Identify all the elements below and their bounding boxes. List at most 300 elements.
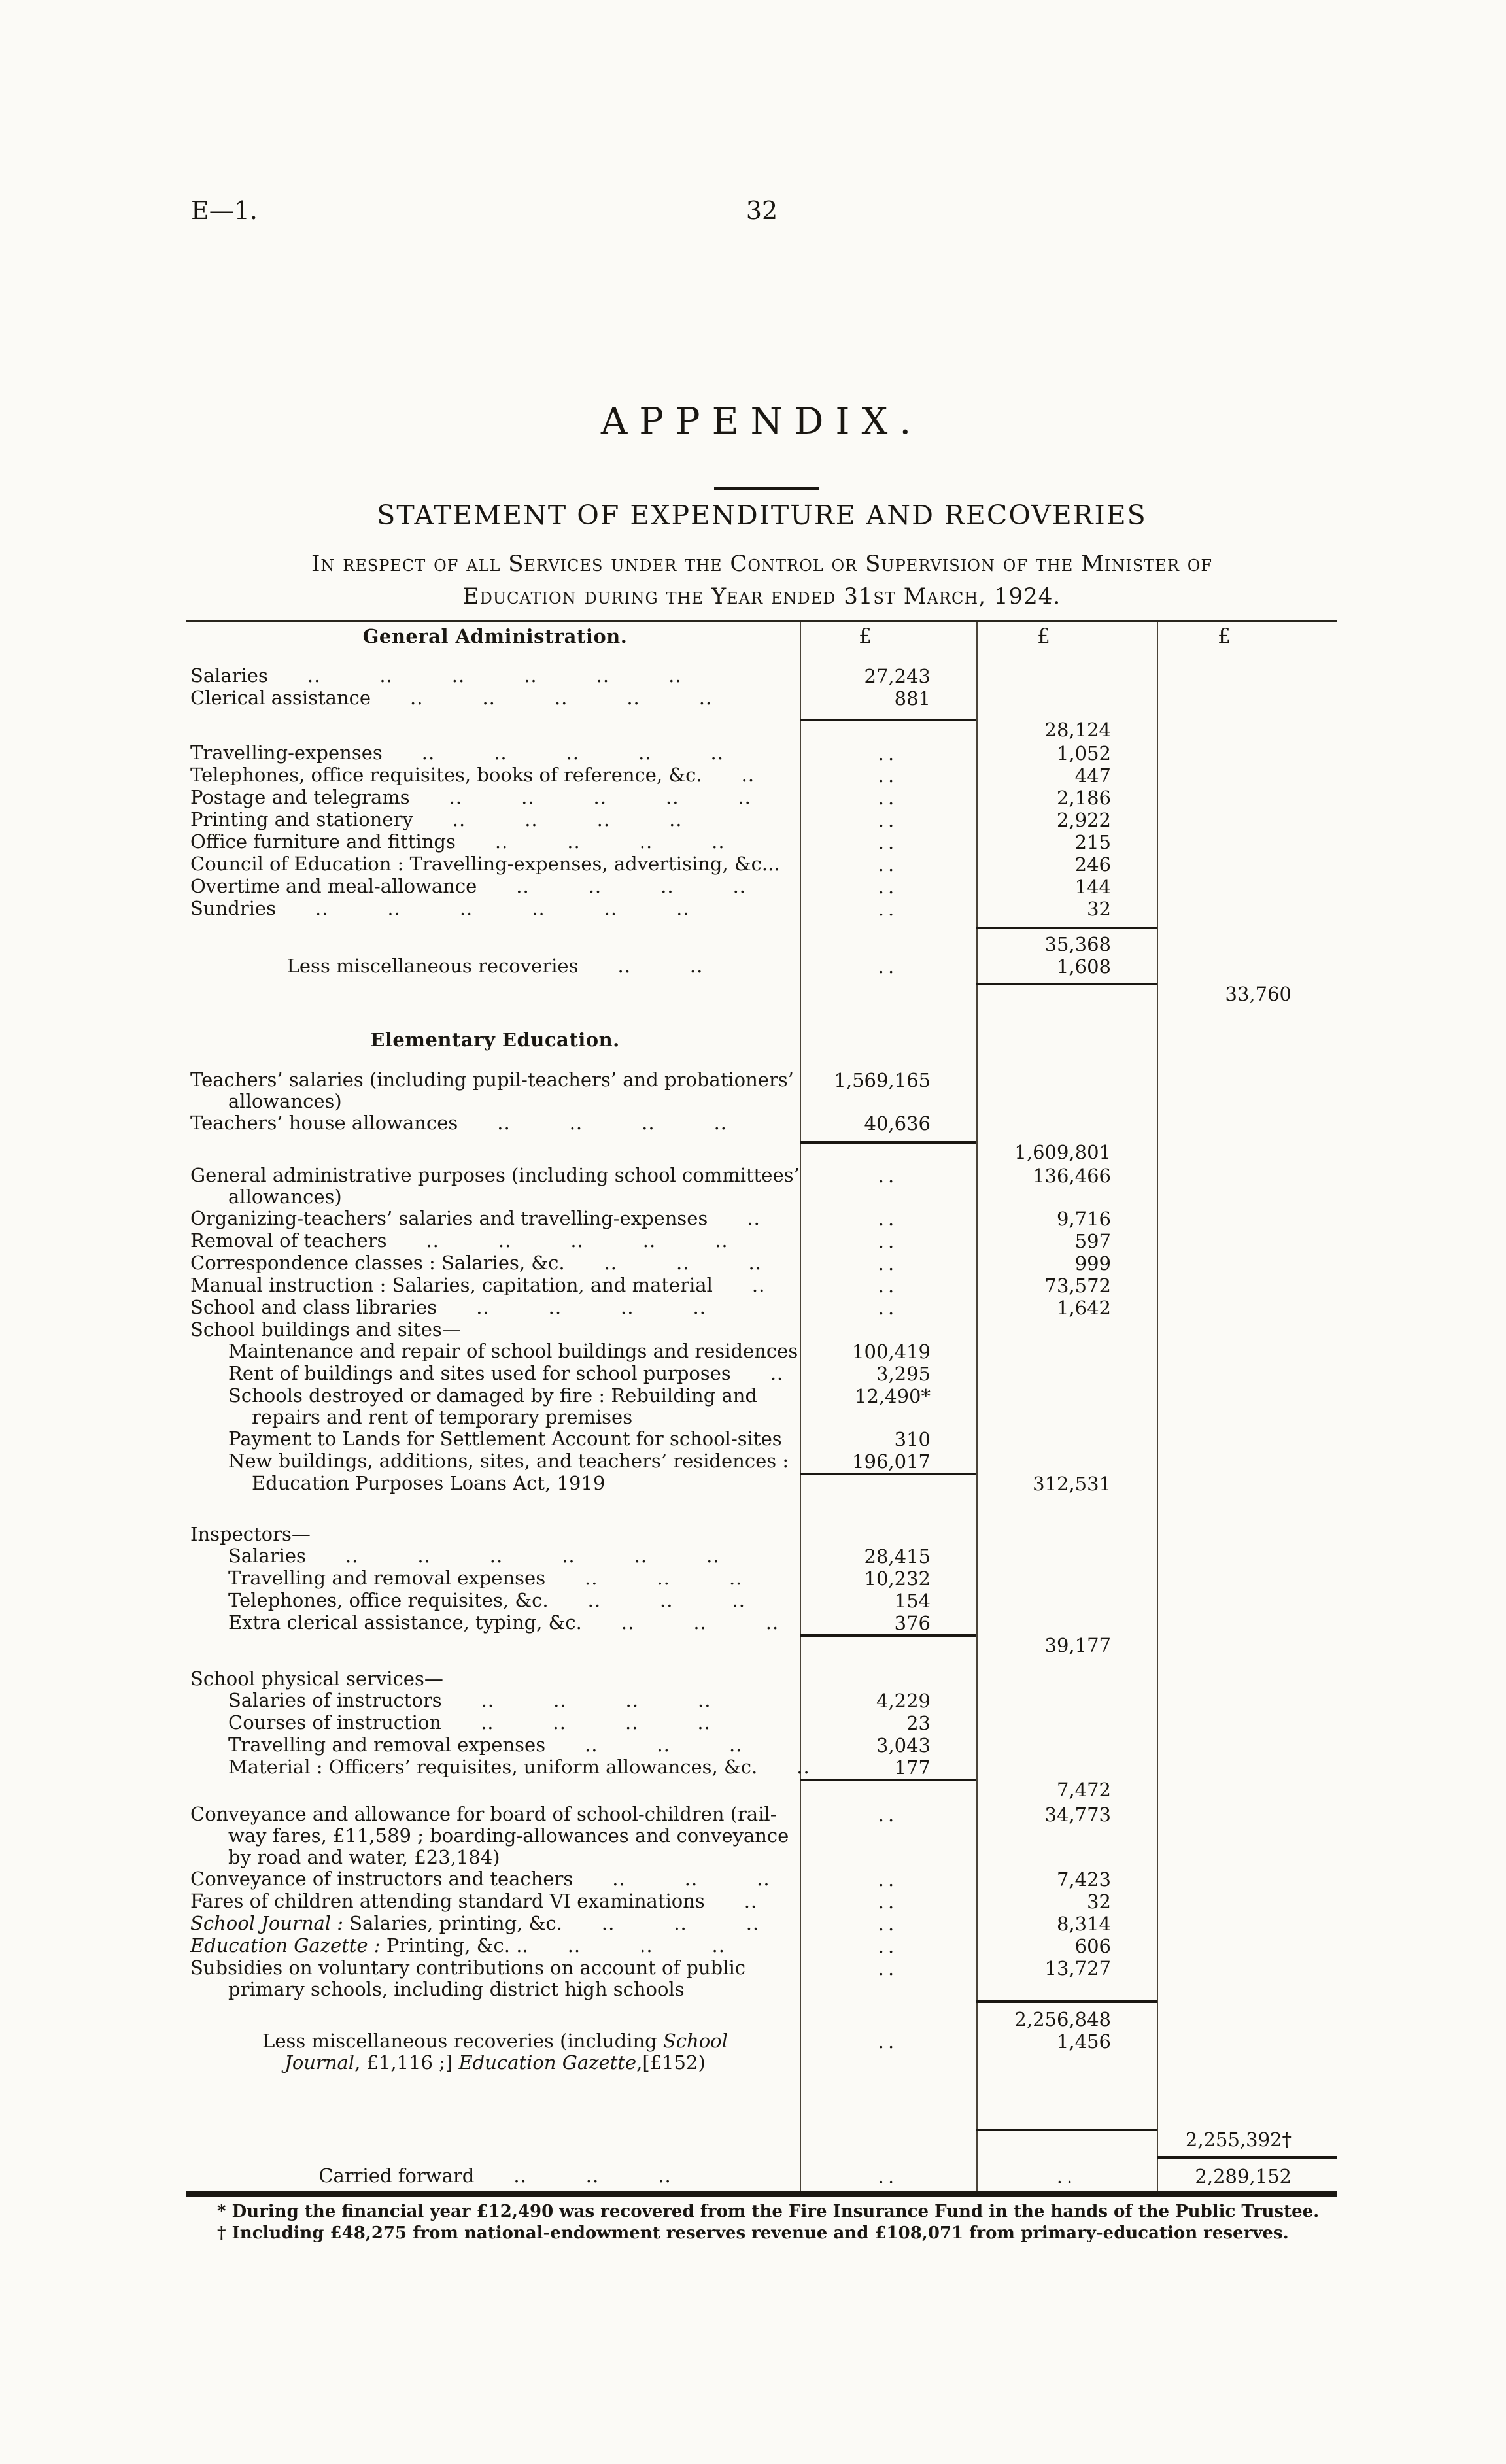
footnote-dagger: † Including £48,275 from national-endowment reserves revenue and £108,071 from primary-education reserves.	[217, 2223, 1289, 2243]
spacer-row	[186, 1135, 1337, 1141]
placeholder-dots: ..	[878, 1935, 898, 1957]
table-row	[186, 1567, 1337, 1590]
table-row	[186, 1891, 1337, 1913]
amount-col2-cell	[976, 1385, 1157, 1428]
description-line	[190, 1935, 800, 1957]
amount-col2-cell	[976, 1319, 1157, 1341]
section-total-row	[186, 983, 1337, 1009]
label-text: primary schools, including district high schools	[228, 1978, 685, 2000]
less-recoveries-row	[186, 2030, 1337, 2074]
description-cell	[186, 1252, 800, 1275]
dot-leader: .. .. .. .. .. ..	[275, 897, 690, 919]
amount-value: 310	[894, 1428, 931, 1450]
placeholder-dots: ..	[878, 1252, 898, 1275]
amount-col1-cell	[800, 1319, 976, 1341]
amount-col3-cell	[1157, 1069, 1337, 1112]
amount-col3-cell	[1157, 898, 1337, 920]
amount-col2-cell	[976, 665, 1157, 687]
amount-col2-cell	[976, 1141, 1157, 1165]
amount-col1-cell	[800, 1804, 976, 1868]
amount-value: 447	[1074, 764, 1111, 787]
description-cell	[186, 1450, 800, 1473]
description-line	[190, 764, 800, 786]
amount-value: 312,531	[1033, 1473, 1111, 1495]
table-row	[186, 764, 1337, 787]
table-row	[186, 1473, 1337, 1495]
description-cell	[186, 1069, 800, 1112]
dot-leader: ..	[702, 764, 755, 786]
expenditure-table	[186, 620, 1337, 2197]
label-text: Teachers’ salaries (including pupil-teachers’ and probationers’	[190, 1069, 794, 1091]
amount-col2-cell	[976, 1567, 1157, 1590]
amount-value: 10,232	[864, 1567, 931, 1590]
table-row	[186, 1069, 1337, 1112]
amount-value: 215	[1074, 831, 1111, 853]
description-line	[190, 665, 800, 687]
spacer-row	[186, 651, 1337, 665]
label-text: Conveyance of instructors and teachers	[190, 1868, 573, 1890]
description-line	[190, 1979, 800, 2000]
amount-col2-cell	[976, 927, 1157, 933]
description-cell	[186, 1957, 800, 2000]
description-line	[190, 1275, 800, 1296]
amount-col3-cell	[1157, 1026, 1337, 1053]
subtotal-row	[186, 1141, 1337, 1165]
description-cell	[186, 1230, 800, 1252]
label-text: Organizing-teachers’ salaries and travelling-expenses	[190, 1207, 708, 1229]
rule-row	[186, 927, 1337, 933]
description-cell	[186, 2156, 800, 2165]
amount-col1-cell	[800, 1779, 976, 1804]
amount-col1-cell	[800, 1069, 976, 1112]
amount-col2-cell	[976, 933, 1157, 955]
amount-col3-cell	[1157, 622, 1337, 651]
amount-value: 606	[1074, 1935, 1111, 1957]
description-line	[190, 1186, 800, 1208]
amount-col2-cell	[976, 876, 1157, 898]
amount-value: 1,456	[1056, 2030, 1111, 2053]
amount-col1-cell	[800, 2030, 976, 2074]
label-text: Office furniture and fittings	[190, 830, 456, 853]
description-line	[190, 1957, 800, 1979]
description-cell	[186, 665, 800, 687]
amount-col1-cell	[800, 831, 976, 853]
table-row	[186, 1297, 1337, 1319]
description-cell	[186, 1779, 800, 1804]
label-text: Travelling and removal expenses	[228, 1734, 546, 1756]
table-row	[186, 1275, 1337, 1297]
dot-leader: .. .. .. .. .. ..	[305, 1545, 720, 1567]
amount-col3-cell	[1157, 1297, 1337, 1319]
amount-col2-cell	[976, 853, 1157, 876]
description-line	[190, 1612, 800, 1634]
amount-col1-cell	[800, 2000, 976, 2008]
currency-symbol: £	[859, 625, 872, 648]
dot-leader: .. .. .. .. ..	[371, 687, 713, 709]
description-cell	[186, 1913, 800, 1935]
label-text: , £1,116 ;]	[354, 2051, 459, 2074]
table-row	[186, 1612, 1337, 1634]
amount-value: 27,243	[864, 665, 931, 687]
amount-col3-cell	[1157, 1590, 1337, 1612]
dot-leader: ..	[708, 1207, 761, 1229]
table-row	[186, 1165, 1337, 1208]
label-text: by road and water, £23,184)	[228, 1846, 500, 1868]
amount-col3-cell	[1157, 2030, 1337, 2074]
dot-leader: .. .. ..	[564, 1252, 762, 1274]
amount-col2-cell	[976, 1363, 1157, 1385]
amount-col3-cell	[1157, 2000, 1337, 2008]
description-cell	[186, 1712, 800, 1734]
amount-value: 376	[894, 1612, 931, 1634]
amount-col3-cell	[1157, 1634, 1337, 1659]
amount-col3-cell	[1157, 1363, 1337, 1385]
description-cell	[186, 1297, 800, 1319]
amount-col2-cell	[976, 1275, 1157, 1297]
table-row	[186, 809, 1337, 831]
dot-leader: .. .. .. .. .. ..	[267, 664, 682, 687]
appendix-title: APPENDIX.	[600, 400, 923, 443]
placeholder-dots: ..	[878, 1868, 898, 1891]
description-line	[190, 622, 800, 651]
description-line	[190, 898, 800, 919]
table-row	[186, 1913, 1337, 1935]
subtotal-row	[186, 719, 1337, 742]
label-text: Education Purposes Loans Act, 1919	[252, 1472, 606, 1494]
label-text: Manual instruction : Salaries, capitation, and material	[190, 1274, 713, 1296]
table-header-row	[186, 622, 1337, 651]
table-row	[186, 1208, 1337, 1230]
footnotes	[217, 2201, 1342, 2244]
amount-value: 23	[906, 1712, 931, 1734]
dot-leader: .. ..	[578, 955, 704, 977]
amount-col1-cell	[800, 1252, 976, 1275]
description-line	[190, 1756, 810, 1778]
amount-value: 4,229	[876, 1690, 931, 1712]
label-text: Subsidies on voluntary contributions on account of public	[190, 1957, 746, 1979]
amount-col2-cell	[976, 1026, 1157, 1053]
description-cell	[186, 1891, 800, 1913]
table-row	[186, 1230, 1337, 1252]
label-text: Removal of teachers	[190, 1229, 387, 1252]
table-row	[186, 687, 1337, 710]
amount-col2-cell	[976, 622, 1157, 651]
table-row	[186, 742, 1337, 764]
amount-col1-cell	[800, 719, 976, 742]
amount-col1-cell	[800, 1545, 976, 1567]
title-rule	[714, 487, 819, 490]
amount-col3-cell	[1157, 1734, 1337, 1756]
amount-col2-cell	[976, 1891, 1157, 1913]
spacer-row	[186, 920, 1337, 927]
amount-col2-cell	[976, 1545, 1157, 1567]
amount-col1-cell	[800, 1026, 976, 1053]
description-cell	[186, 2165, 800, 2195]
description-cell	[186, 1112, 800, 1135]
amount-col3-cell	[1157, 2156, 1337, 2165]
statement-title: STATEMENT OF EXPENDITURE AND RECOVERIES	[377, 500, 1147, 531]
rule-row	[186, 2156, 1337, 2165]
description-line	[190, 2165, 800, 2187]
dot-leader: .. .. .. ..	[477, 875, 747, 897]
table-row	[186, 787, 1337, 809]
description-cell	[186, 1567, 800, 1590]
placeholder-dots: ..	[878, 1275, 898, 1297]
dot-leader: .. .. ..	[573, 1868, 770, 1890]
amount-col3-cell	[1157, 719, 1337, 742]
amount-col2-cell	[976, 1634, 1157, 1659]
placeholder-dots: ..	[878, 742, 898, 764]
amount-value: 1,052	[1056, 742, 1111, 764]
amount-col1-cell	[800, 933, 976, 955]
placeholder-dots: ..	[878, 1165, 898, 1187]
label-text: Printing and stationery	[190, 808, 413, 830]
description-cell	[186, 1428, 800, 1450]
placeholder-dots: ..	[878, 831, 898, 853]
amount-col2-cell	[976, 1165, 1157, 1208]
amount-col3-cell	[1157, 1545, 1337, 1567]
amount-col1-cell	[800, 809, 976, 831]
label-text: Telephones, office requisites, &c.	[228, 1589, 549, 1611]
table-row	[186, 665, 1337, 687]
label-text: Material : Officers’ requisites, uniform allowances, &c.	[228, 1756, 758, 1778]
amount-col3-cell	[1157, 1913, 1337, 1935]
table-row	[186, 1734, 1337, 1756]
placeholder-dots: ..	[878, 955, 898, 978]
amount-col1-cell	[800, 1668, 976, 1690]
currency-symbol: £	[1218, 625, 1231, 648]
table-row	[186, 1252, 1337, 1275]
amount-col2-cell	[976, 1690, 1157, 1712]
label-text: Carried forward	[318, 2165, 475, 2187]
italic-text: School	[662, 2030, 728, 2052]
amount-col3-cell	[1157, 1252, 1337, 1275]
label-text: Inspectors—	[190, 1523, 311, 1545]
table-row	[186, 1385, 1337, 1428]
table-row	[186, 898, 1337, 920]
amount-col1-cell	[800, 1567, 976, 1590]
description-cell	[186, 1690, 800, 1712]
description-line	[190, 1069, 800, 1091]
table-row	[186, 853, 1337, 876]
description-cell	[186, 687, 800, 710]
dot-leader: .. .. .. .. ..	[382, 742, 724, 764]
amount-col1-cell	[800, 1524, 976, 1545]
description-line	[190, 2052, 800, 2074]
amount-col2-cell	[976, 955, 1157, 978]
table-row	[186, 1668, 1337, 1690]
amount-col1-cell	[800, 1297, 976, 1319]
description-cell	[186, 1668, 800, 1690]
label-text: Extra clerical assistance, typing, &c.	[228, 1611, 582, 1634]
amount-value: 999	[1074, 1252, 1111, 1275]
amount-col2-cell	[976, 1868, 1157, 1891]
amount-value: 881	[894, 687, 931, 710]
amount-col2-cell	[976, 1450, 1157, 1473]
amount-value: 9,716	[1056, 1208, 1111, 1230]
amount-value: 3,295	[876, 1363, 931, 1385]
amount-col2-cell	[976, 1428, 1157, 1450]
amount-col1-cell	[800, 1957, 976, 2000]
amount-col2-cell	[976, 831, 1157, 853]
amount-col1-cell	[800, 898, 976, 920]
label-text: Teachers’ house allowances	[190, 1112, 458, 1134]
amount-value: 13,727	[1044, 1957, 1111, 1979]
description-line	[190, 1363, 800, 1384]
amount-col1-cell	[800, 1690, 976, 1712]
placeholder-dots: ..	[1056, 2165, 1077, 2187]
description-line	[190, 1734, 800, 1756]
description-cell	[186, 1524, 800, 1545]
amount-col3-cell	[1157, 1473, 1337, 1495]
amount-col3-cell	[1157, 1891, 1337, 1913]
dot-leader: ..	[730, 1362, 784, 1384]
amount-col1-cell	[800, 2156, 976, 2165]
description-line	[190, 1230, 800, 1252]
page-number: 32	[745, 196, 778, 225]
description-line	[190, 1026, 800, 1053]
spacer-row	[186, 1009, 1337, 1026]
amount-col2-cell	[976, 1252, 1157, 1275]
description-line	[190, 742, 800, 764]
description-cell	[186, 983, 800, 1009]
amount-value: 1,569,165	[834, 1069, 931, 1091]
spacer-row	[186, 1495, 1337, 1524]
amount-col3-cell	[1157, 1524, 1337, 1545]
amount-value: 40,636	[864, 1112, 931, 1135]
dot-leader: ..	[757, 1756, 810, 1778]
amount-value: 34,773	[1044, 1804, 1111, 1826]
label-text: Schools destroyed or damaged by fire : Rebuilding and	[228, 1384, 758, 1407]
amount-col1-cell	[800, 1341, 976, 1363]
description-cell	[186, 1473, 800, 1495]
amount-value: 7,472	[1056, 1779, 1111, 1801]
amount-col3-cell	[1157, 1756, 1337, 1779]
description-line	[190, 831, 800, 853]
amount-value: 2,186	[1056, 787, 1111, 809]
placeholder-dots: ..	[878, 2165, 898, 2187]
label-text: Travelling-expenses	[190, 742, 383, 764]
amount-col3-cell	[1157, 1341, 1337, 1363]
label-text: Less miscellaneous recoveries	[286, 955, 579, 977]
amount-col2-cell	[976, 1341, 1157, 1363]
label-text: repairs and rent of temporary premises	[252, 1406, 633, 1428]
amount-col1-cell	[800, 1756, 976, 1779]
description-cell	[186, 809, 800, 831]
table-row	[186, 1935, 1337, 1957]
description-cell	[186, 831, 800, 853]
subtotal-row	[186, 1634, 1337, 1659]
description-line	[190, 1913, 800, 1934]
amount-col1-cell	[800, 1913, 976, 1935]
statement-subtitle-line2: Education during the Year ended 31st March, 1924.	[462, 583, 1061, 609]
amount-col2-cell	[976, 1935, 1157, 1957]
description-cell	[186, 1756, 810, 1779]
description-cell	[186, 1612, 800, 1634]
description-cell	[186, 1804, 800, 1868]
dot-leader: ..	[704, 1890, 758, 1912]
amount-col2-cell	[976, 1668, 1157, 1690]
dot-leader: .. .. .. ..	[458, 1112, 728, 1134]
amount-col2-cell	[976, 2129, 1157, 2156]
amount-value: 35,368	[1044, 933, 1111, 955]
description-cell	[186, 955, 800, 978]
amount-value: 39,177	[1044, 1634, 1111, 1656]
description-cell	[186, 1590, 800, 1612]
amount-col1-cell	[800, 876, 976, 898]
placeholder-dots: ..	[878, 809, 898, 831]
description-line	[190, 1165, 800, 1186]
description-line	[190, 955, 800, 977]
label-text: Maintenance and repair of school buildings and residences	[228, 1340, 798, 1362]
description-line	[190, 1252, 800, 1274]
amount-value: 2,255,392†	[1185, 2129, 1292, 2151]
amount-col3-cell	[1157, 1141, 1337, 1165]
amount-col3-cell	[1157, 1779, 1337, 1804]
amount-col2-cell	[976, 787, 1157, 809]
placeholder-dots: ..	[878, 1297, 898, 1319]
amount-col1-cell	[800, 1208, 976, 1230]
description-cell	[186, 1385, 800, 1428]
amount-col1-cell	[800, 1612, 976, 1634]
dot-leader: .. .. ..	[528, 1934, 725, 1957]
amount-value: 144	[1074, 876, 1111, 898]
amount-col3-cell	[1157, 1165, 1337, 1208]
subtotal-row	[186, 2008, 1337, 2030]
description-cell	[186, 1734, 800, 1756]
amount-col2-cell	[976, 1734, 1157, 1756]
amount-value: 28,415	[864, 1545, 931, 1567]
table-row	[186, 1712, 1337, 1734]
amount-col3-cell	[1157, 983, 1337, 1009]
description-line	[190, 1112, 800, 1134]
amount-col2-cell	[976, 1297, 1157, 1319]
amount-col1-cell	[800, 742, 976, 764]
statement-subtitle-line1: In respect of all Services under the Control or Supervision of the Minister of	[311, 551, 1213, 577]
amount-col3-cell	[1157, 1612, 1337, 1634]
label-text: Council of Education : Travelling-expenses, advertising, &c...	[190, 853, 780, 875]
amount-col1-cell	[800, 853, 976, 876]
amount-col3-cell	[1157, 1385, 1337, 1428]
placeholder-dots: ..	[878, 898, 898, 920]
amount-col1-cell	[800, 927, 976, 933]
label-text: Salaries	[228, 1545, 306, 1567]
amount-col2-cell	[976, 1756, 1157, 1779]
description-cell	[186, 1141, 800, 1165]
label-text: Fares of children attending standard VI examinations	[190, 1890, 705, 1912]
amount-col3-cell	[1157, 876, 1337, 898]
table-row	[186, 1341, 1337, 1363]
placeholder-dots: ..	[878, 1804, 898, 1826]
amount-col3-cell	[1157, 2165, 1337, 2195]
amount-col1-cell	[800, 687, 976, 710]
amount-col1-cell	[800, 1891, 976, 1913]
amount-col2-cell	[976, 1473, 1157, 1495]
description-line	[190, 1297, 800, 1318]
table-row	[186, 1590, 1337, 1612]
label-text: School and class libraries	[190, 1296, 437, 1318]
description-line	[190, 809, 800, 830]
description-cell	[186, 719, 800, 742]
description-line	[190, 1825, 800, 1847]
description-cell	[186, 1363, 800, 1385]
description-line	[190, 1590, 800, 1611]
amount-col2-cell	[976, 1779, 1157, 1804]
amount-col3-cell	[1157, 1112, 1337, 1135]
amount-col3-cell	[1157, 1450, 1337, 1473]
currency-symbol: £	[1037, 625, 1050, 648]
subtotal-row	[186, 1779, 1337, 1804]
